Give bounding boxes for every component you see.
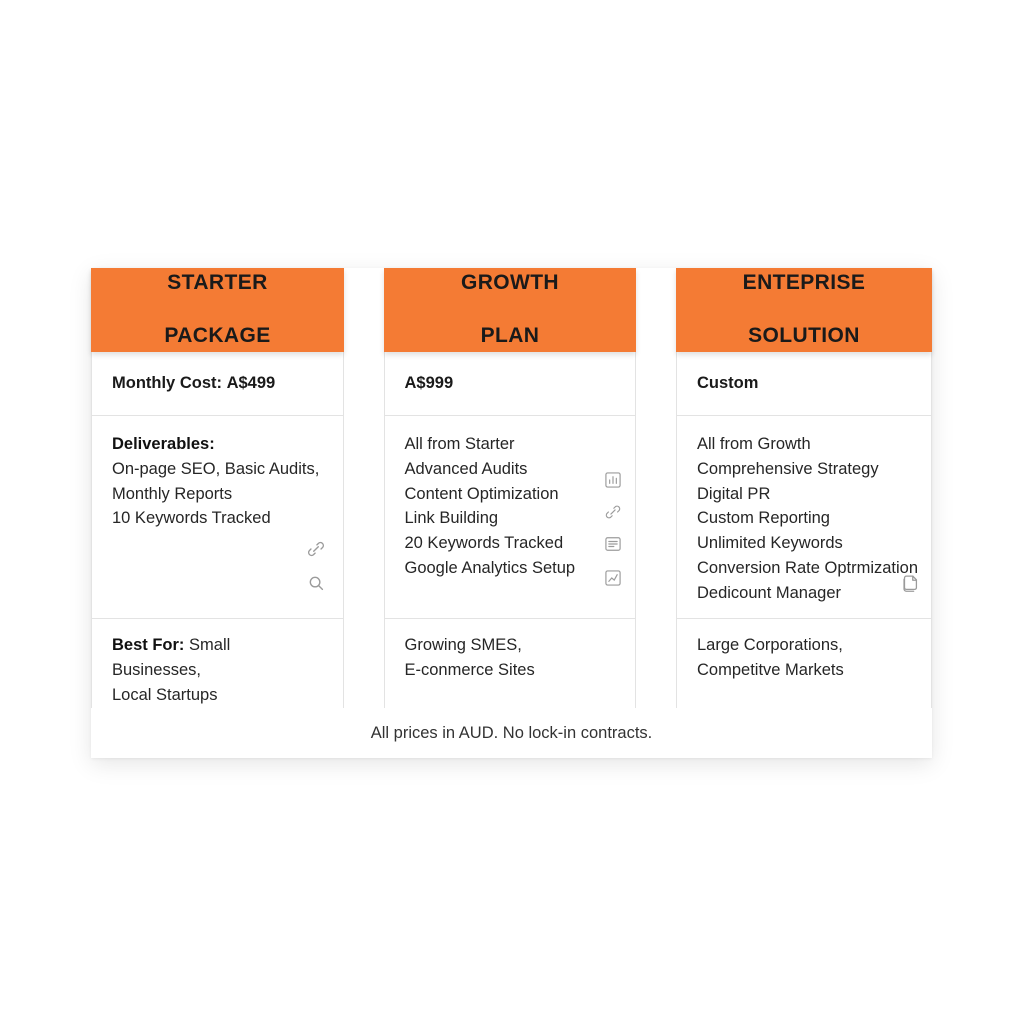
feature-item: Link Building [404, 509, 499, 528]
feature-item: All from Growth [697, 435, 811, 453]
price-label: Monthly Cost: [112, 374, 222, 392]
column-title-line2: PLAN [480, 324, 540, 348]
feature-item: Conversion Rate Optrmization [697, 558, 919, 577]
column-header-growth [384, 268, 637, 352]
column-title-line2: PACKAGE [164, 324, 271, 348]
footnote: All prices in AUD. No lock-in contracts. [91, 708, 932, 758]
feature-item: Custom Reporting [697, 509, 830, 528]
column-title-growth [445, 270, 575, 351]
feature-item: 10 Keywords Tracked [112, 509, 271, 528]
column-header-starter [91, 268, 344, 352]
deliverables-label: Deliverables: [112, 435, 215, 453]
feature-item: On-page SEO, Basic Audits, [112, 459, 320, 478]
feature-item: Advanced Audits [404, 459, 528, 478]
deliverables-growth [385, 416, 636, 619]
column-title-line1: GROWTH [460, 270, 560, 294]
bar-chart-icon [603, 470, 623, 490]
pricing-columns [91, 268, 932, 708]
feature-item: Comprehensive Strategy [697, 459, 879, 478]
bestfor-enterprise [677, 619, 931, 708]
column-gap [344, 268, 384, 708]
bestfor-line: Local Startups [112, 685, 218, 704]
price-row-growth [385, 352, 636, 416]
column-title-line2: SOLUTION [748, 324, 860, 348]
bestfor-line: Large Corporations, [697, 636, 843, 654]
column-body-growth [384, 352, 637, 708]
column-body-starter [91, 352, 344, 708]
bestfor-starter [92, 619, 343, 708]
pricing-column-growth [384, 268, 637, 708]
feature-item: Unlimited Keywords [697, 534, 843, 552]
feature-item: 20 Keywords Tracked [404, 534, 564, 552]
feature-item: Google Analytics Setup [404, 558, 576, 577]
column-header-enterprise [676, 268, 932, 352]
deliverables-enterprise [677, 416, 931, 619]
bestfor-label: Best For: [112, 636, 185, 654]
line-chart-icon [603, 568, 623, 588]
bestfor-line: Small Businesses, [112, 636, 231, 679]
link-icon [603, 502, 623, 522]
price-value: A$999 [404, 374, 454, 392]
price-row-enterprise [677, 352, 931, 416]
search-icon [305, 572, 327, 594]
feature-item: All from Starter [404, 435, 515, 453]
deliverables-starter [92, 416, 343, 619]
bestfor-growth [385, 619, 636, 708]
bestfor-line: Competitve Markets [697, 660, 844, 679]
feature-item: Content Optimization [404, 484, 559, 503]
document-copy-icon [899, 572, 921, 594]
column-title-line1: ENTEPRISE [742, 270, 866, 294]
pricing-column-starter [91, 268, 344, 708]
column-gap [636, 268, 676, 708]
price-value: A$499 [226, 374, 276, 392]
column-title-starter [148, 270, 286, 351]
column-body-enterprise [676, 352, 932, 708]
pricing-column-enterprise [676, 268, 932, 708]
link-icon [305, 538, 327, 560]
pricing-table-card [91, 268, 932, 758]
column-title-line1: STARTER [167, 270, 268, 294]
feature-item: Dedicount Manager [697, 583, 842, 602]
bestfor-line: E-conmerce Sites [404, 660, 535, 679]
price-value: Custom [697, 374, 759, 392]
feature-item: Monthly Reports [112, 484, 233, 503]
column-title-enterprise [727, 270, 882, 351]
feature-item: Digital PR [697, 484, 771, 503]
list-icon [603, 534, 623, 554]
bestfor-line: Growing SMES, [404, 636, 522, 654]
price-row-starter [92, 352, 343, 416]
